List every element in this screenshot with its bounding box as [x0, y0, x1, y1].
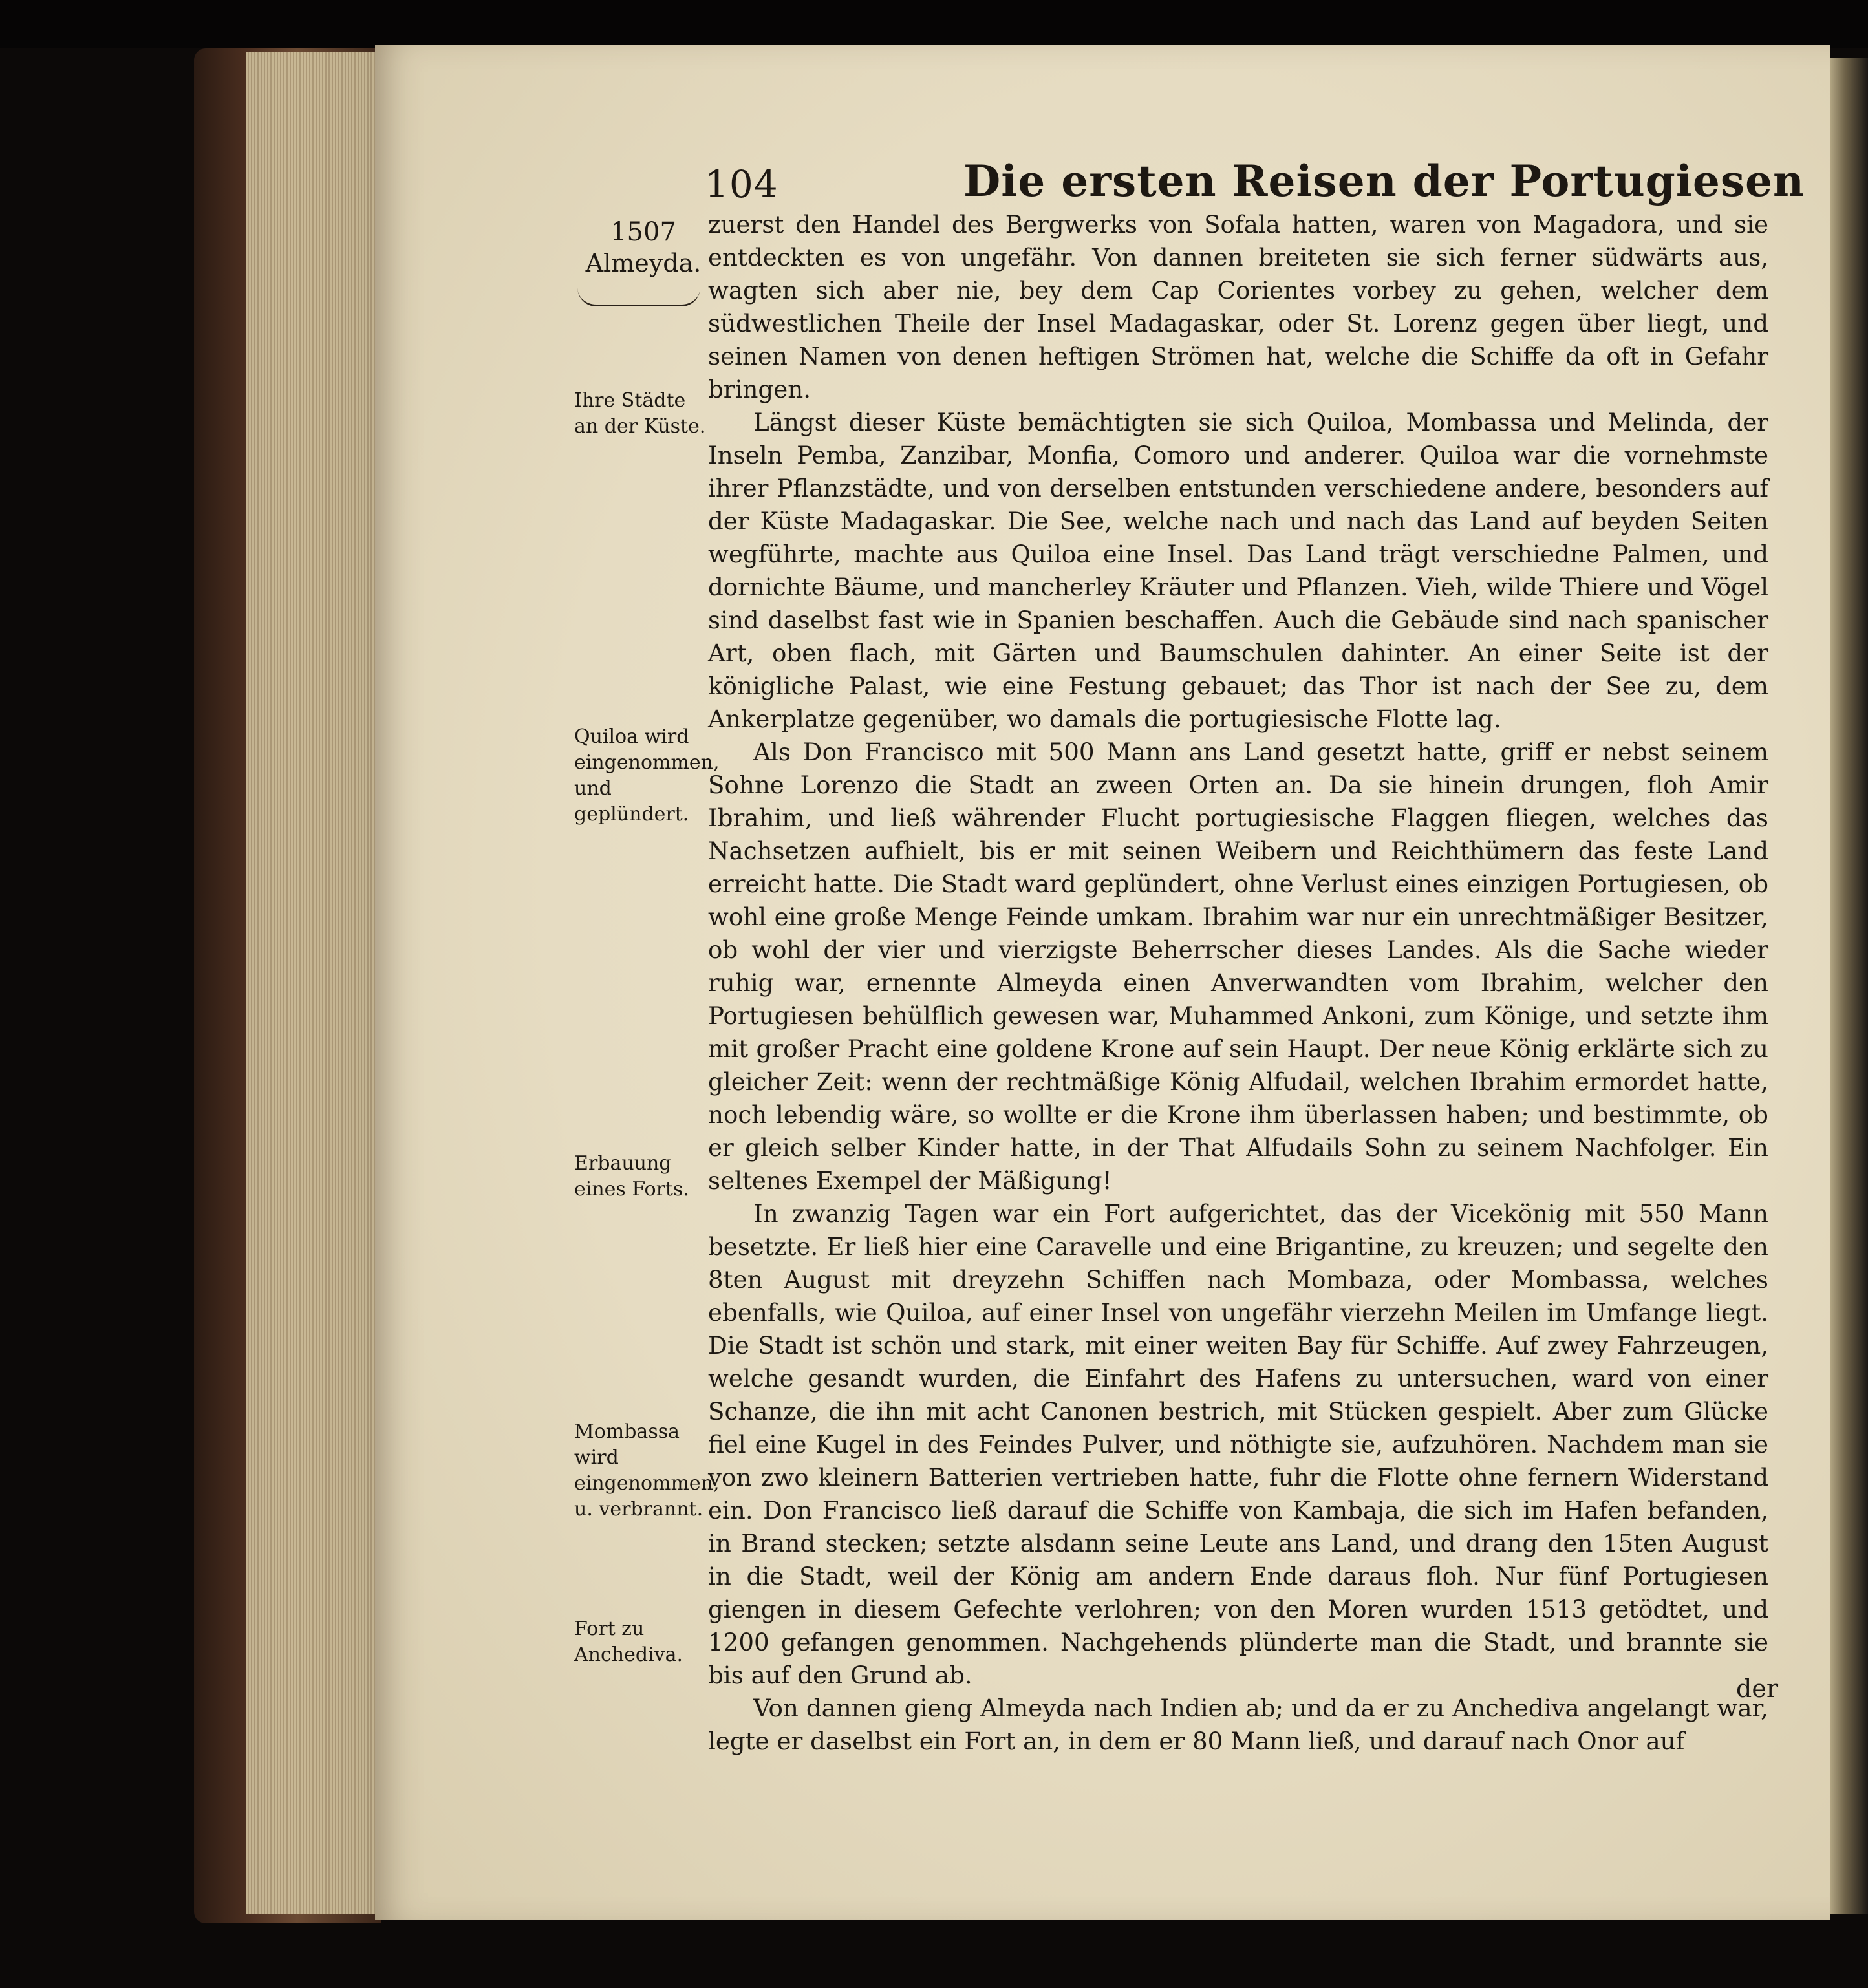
margin-brace: [577, 288, 700, 306]
running-title: Die ersten Reisen der Portugiesen: [963, 156, 1805, 206]
paragraph: Längst dieser Küste bemächtigten sie sich Quiloa, Mombassa und Melinda, der Inseln Pemba, Zanzibar, Monfia, Comoro und anderer. Quiloa war die vornehmste ihrer Pflanzstädte, und von derselben entstunden verschiedene andere, besonders auf der Küste Madagaskar. Die See, welche nach und nach das Land auf beyden Seiten wegführte, machte aus Quiloa eine Insel. Das Land trägt verschiedne Palmen, und dornichte Bäume, und mancherley Kräuter und Pflanzen. Vieh, wilde Thiere und Vögel sind daselbst fast wie in Spanien beschaffen. Auch die Gebäude sind nach spanischer Art, oben flach, mit Gärten und Baumschulen dahinter. An einer Seite ist der königliche Palast, wie eine Festung gebauet; das Thor ist nach der See zu, dem Ankerplatze gegenüber, wo damals die portugiesische Flotte lag.: [708, 408, 1768, 733]
margin-name: Almeyda.: [585, 249, 702, 277]
running-head: [705, 133, 1817, 210]
paragraph: Als Don Francisco mit 500 Mann ans Land gesetzt hatte, griff er nebst seinem Sohne Lorenzo die Stadt an zween Orten an. Da sie hinein drungen, floh Amir Ibrahim, und ließ währender Flucht portugiesische Flaggen fliegen, welches das Nachsetzen aufhielt, bis er mit seinen Weibern und Reichthümern das feste Land erreicht hatte. Die Stadt ward geplündert, ohne Verlust eines einzigen Portugiesen, ob wohl eine große Menge Feinde umkam. Ibrahim war nur ein unrechtmäßiger Besitzer, ob wohl der vier und vierzigste Beherrscher dieses Landes. Als die Sache wieder ruhig war, ernennte Almeyda einen Anverwandten vom Ibrahim, welcher den Portugiesen behülflich gewesen war, Muhammed Ankoni, zum Könige, und setzte ihm mit großer Pracht eine goldene Krone auf sein Haupt. Der neue König erklärte sich zu gleicher Zeit: wenn der rechtmäßige König Alfudail, welchen Ibrahim ermordet hatte, noch lebendig wäre, so wollte er die Krone ihm überlassen haben; und bestimmte, ob er gleich selber Kinder hatte, in der That Alfudails Sohn zu seinem Nachfolger. Ein seltenes Exempel der Mäßigung!: [708, 738, 1768, 1195]
margin-note-quiloa: Quiloa wird eingenommen, und geplündert.: [574, 725, 720, 826]
page-gutter-shadow: [1830, 58, 1868, 1914]
body-text: [708, 208, 1768, 1758]
margin-note-anchediva: Fort zu Anchediva.: [574, 1618, 683, 1666]
scan-background-top: [0, 0, 1868, 48]
paragraph: Von dannen gieng Almeyda nach Indien ab; und da er zu Anchediva angelangt war, legte er daselbst ein Fort an, in dem er 80 Mann ließ, und darauf nach Onor auf: [708, 1694, 1768, 1755]
page-number: 104: [705, 162, 778, 206]
margin-note-mombassa: Mombassa wird eingenommen, u. verbrannt.: [574, 1420, 720, 1521]
margin-note-staedte: Ihre Städte an der Küste.: [574, 389, 706, 438]
margin-year: 1507: [610, 217, 676, 247]
margin-note-fort: Erbauung eines Forts.: [574, 1152, 689, 1201]
catchword: der: [1736, 1674, 1778, 1703]
page-edges: [246, 52, 381, 1914]
margin-year-note: [585, 217, 702, 279]
paragraph: zuerst den Handel des Bergwerks von Sofala hatten, waren von Magadora, und sie entdeckten es von ungefähr. Von dannen breiteten sie sich ferner südwärts aus, wagten sich aber nie, bey dem Cap Corientes vorbey zu gehen, welcher dem südwestlichen Theile der Insel Madagaskar, oder St. Lorenz gegen über liegt, und seinen Namen von denen heftigen Strömen hat, welche die Schiffe da oft in Gefahr bringen.: [708, 210, 1768, 403]
paragraph: In zwanzig Tagen war ein Fort aufgerichtet, das der Vicekönig mit 550 Mann besetzte. Er ließ hier eine Caravelle und eine Brigantine, zu kreuzen; und segelte den 8ten August mit dreyzehn Schiffen nach Mombaza, oder Mombassa, welches ebenfalls, wie Quiloa, auf einer Insel von ungefähr vierzehn Meilen im Umfange liegt. Die Stadt ist schön und stark, mit einer weiten Bay für Schiffe. Auf zwey Fahrzeugen, welche gesandt wurden, die Einfahrt des Hafens zu untersuchen, ward von einer Schanze, die ihn mit acht Canonen bestrich, mit Stücken gespielt. Aber zum Glücke fiel eine Kugel in des Feindes Pulver, und nöthigte sie, aufzuhören. Nachdem man sie von zwo kleinern Batterien vertrieben hatte, fuhr die Flotte ohne fernern Widerstand ein. Don Francisco ließ darauf die Schiffe von Kambaja, die sich im Hafen befanden, in Brand stecken; setzte alsdann seine Leute ans Land, und drang den 15ten August in die Stadt, weil der König am andern Ende daraus floh. Nur fünf Portugiesen giengen in diesem Gefechte verlohren; von den Moren wurden 1513 getödtet, und 1200 gefangen genommen. Nachgehends plünderte man die Stadt, und brannte sie bis auf den Grund ab.: [708, 1199, 1768, 1689]
